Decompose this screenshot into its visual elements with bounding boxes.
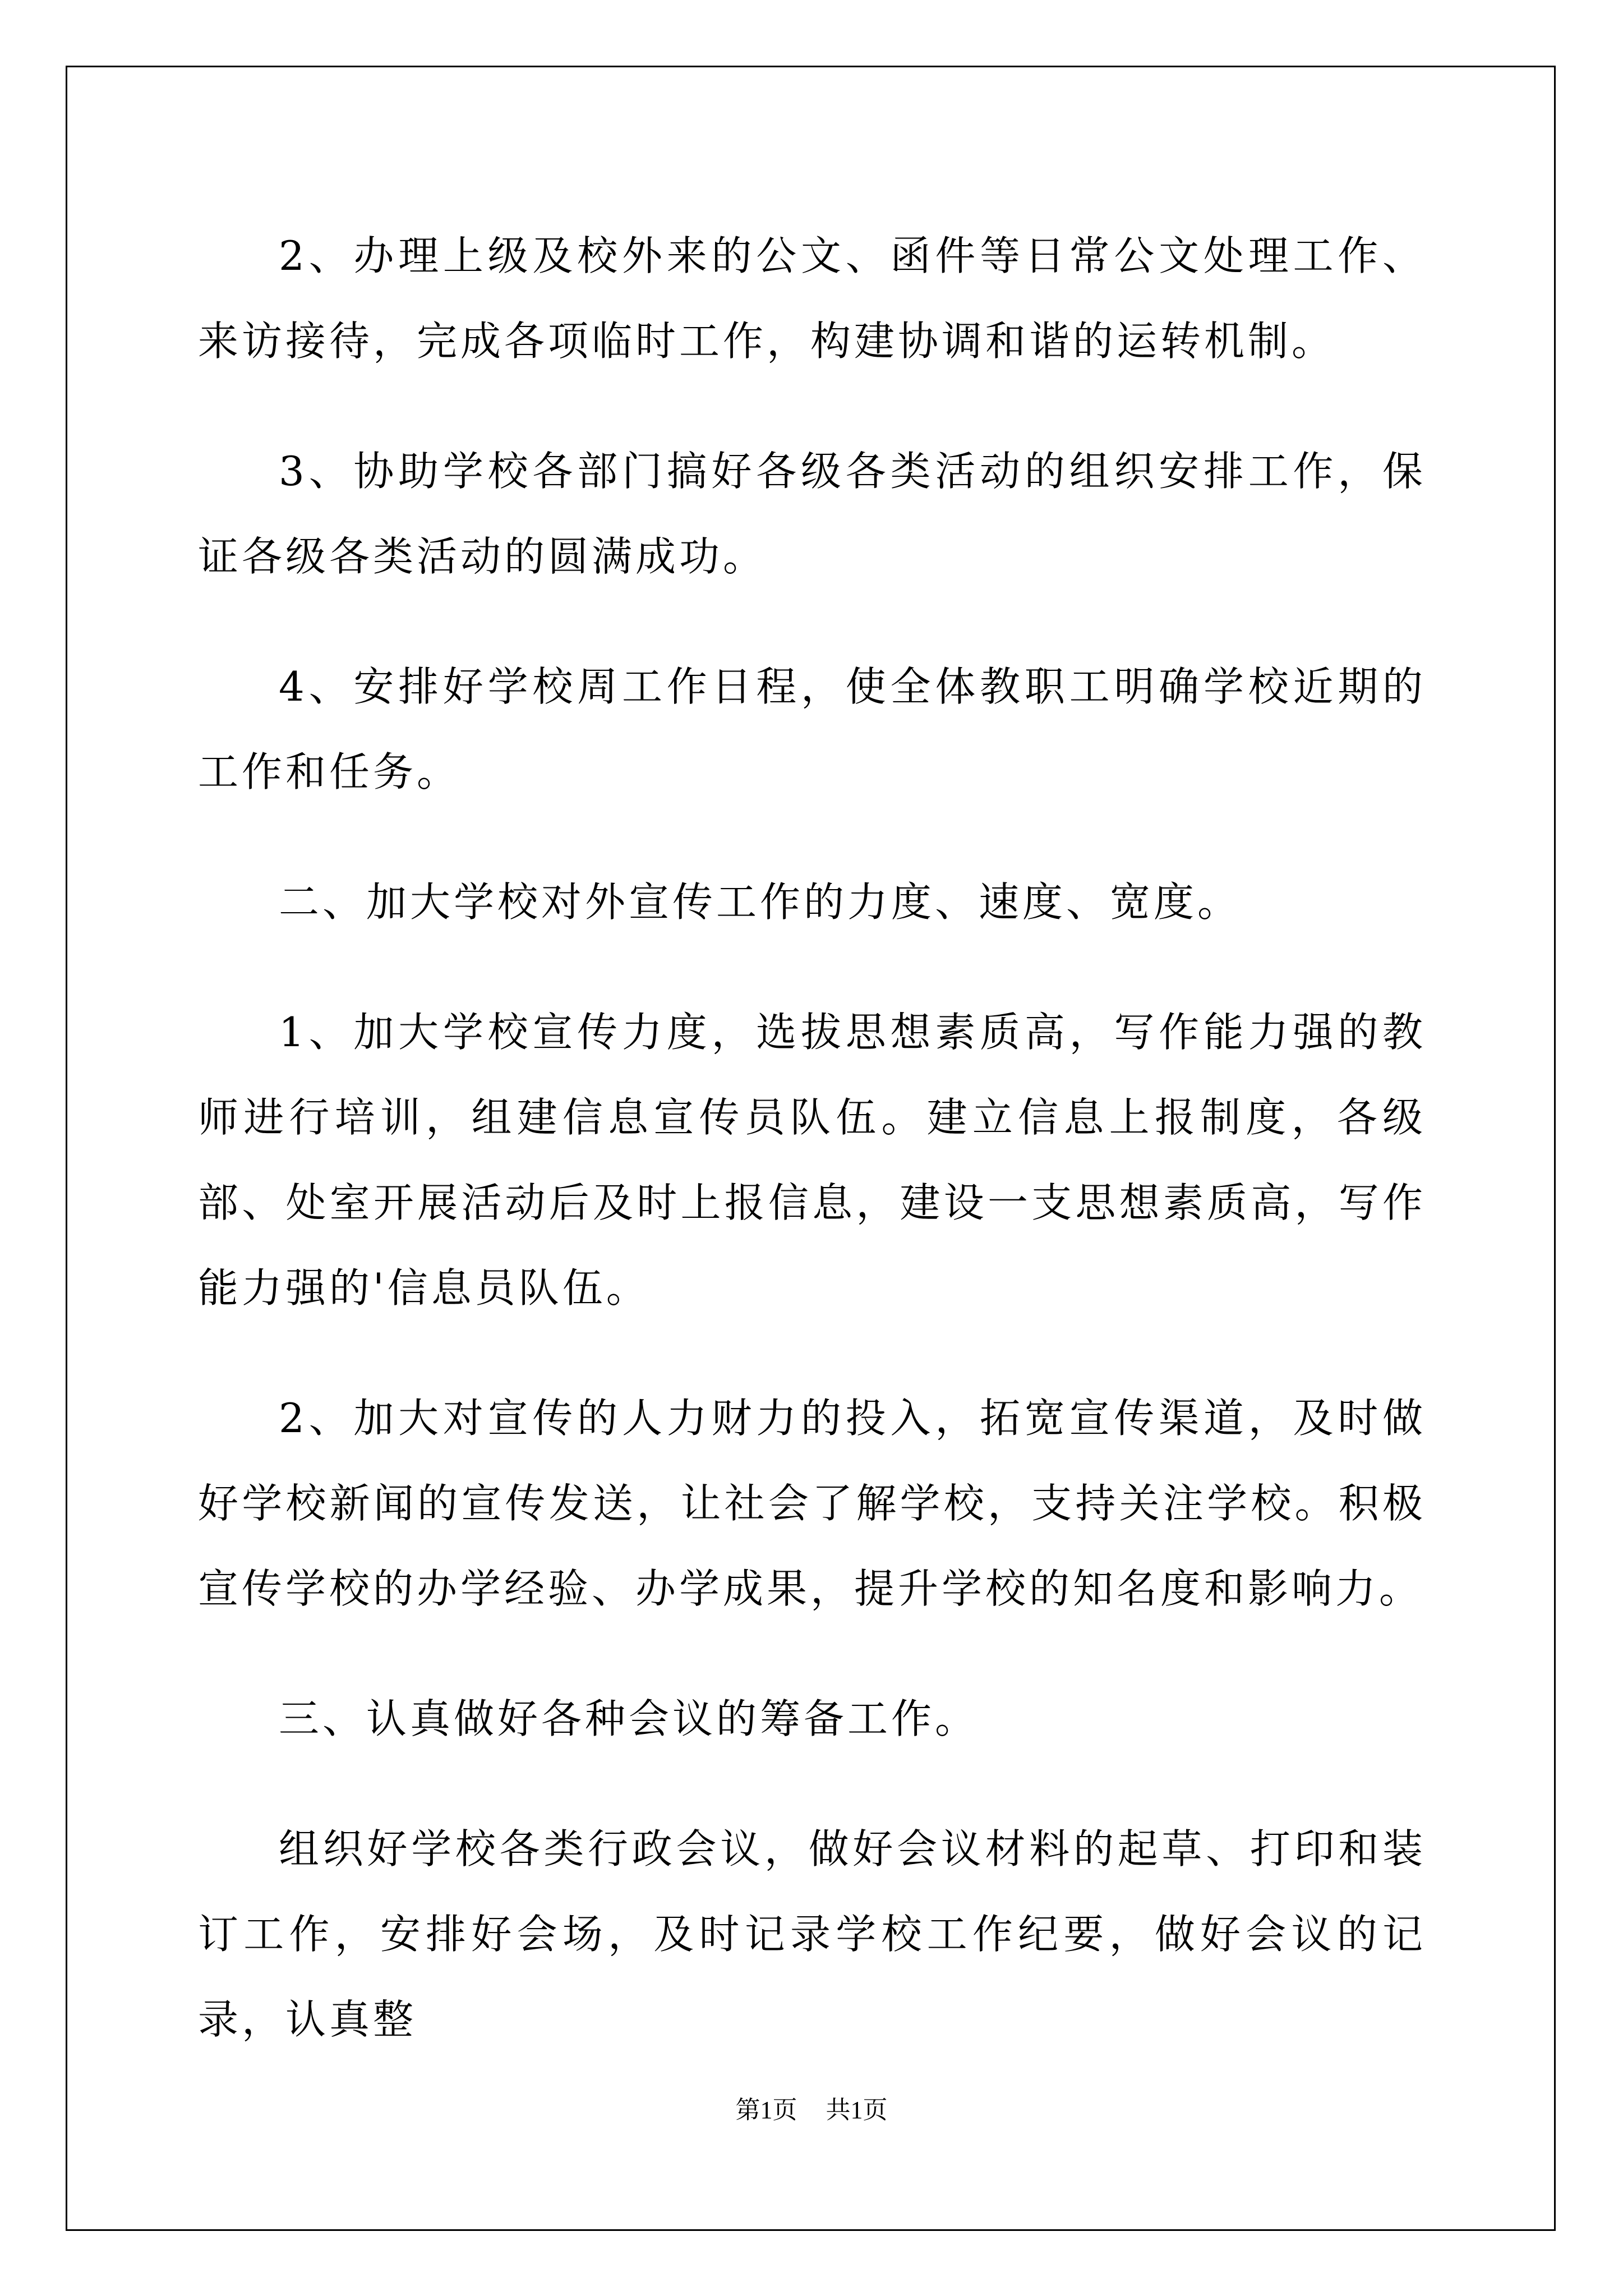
paragraph: 2、办理上级及校外来的公文、函件等日常公文处理工作、来访接待，完成各项临时工作，构建协调和谐的运转机制。 — [198, 232, 1426, 365]
section-heading: 三、认真做好各种会议的筹备工作。 — [279, 1695, 979, 1742]
document-body — [198, 213, 1426, 2107]
page-total: 共1页 — [826, 2096, 888, 2124]
paragraph: 组织好学校各类行政会议，做好会议材料的起草、打印和装订工作，安排好会场，及时记录学校工作纪要，做好会议的记录，认真整 — [198, 1825, 1426, 2043]
paragraph: 4、安排好学校周工作日程，使全体教职工明确学校近期的工作和任务。 — [198, 663, 1426, 795]
section-heading: 二、加大学校对外宣传工作的力度、速度、宽度。 — [279, 878, 1242, 926]
page-number: 第1页 — [735, 2096, 797, 2124]
paragraph: 3、协助学校各部门搞好各级各类活动的组织安排工作，保证各级各类活动的圆满成功。 — [198, 448, 1426, 580]
paragraph: 1、加大学校宣传力度，选拔思想素质高，写作能力强的教师进行培训，组建信息宣传员队伍。建立信息上报制度，各级部、处室开展活动后及时上报信息，建设一支思想素质高，写作能力强的'信息员队伍。 — [198, 1009, 1426, 1312]
page-footer — [0, 2090, 1623, 2125]
paragraph: 2、加大对宣传的人力财力的投入，拓宽宣传渠道，及时做好学校新闻的宣传发送，让社会了解学校，支持关注学校。积极宣传学校的办学经验、办学成果，提升学校的知名度和影响力。 — [198, 1395, 1426, 1612]
